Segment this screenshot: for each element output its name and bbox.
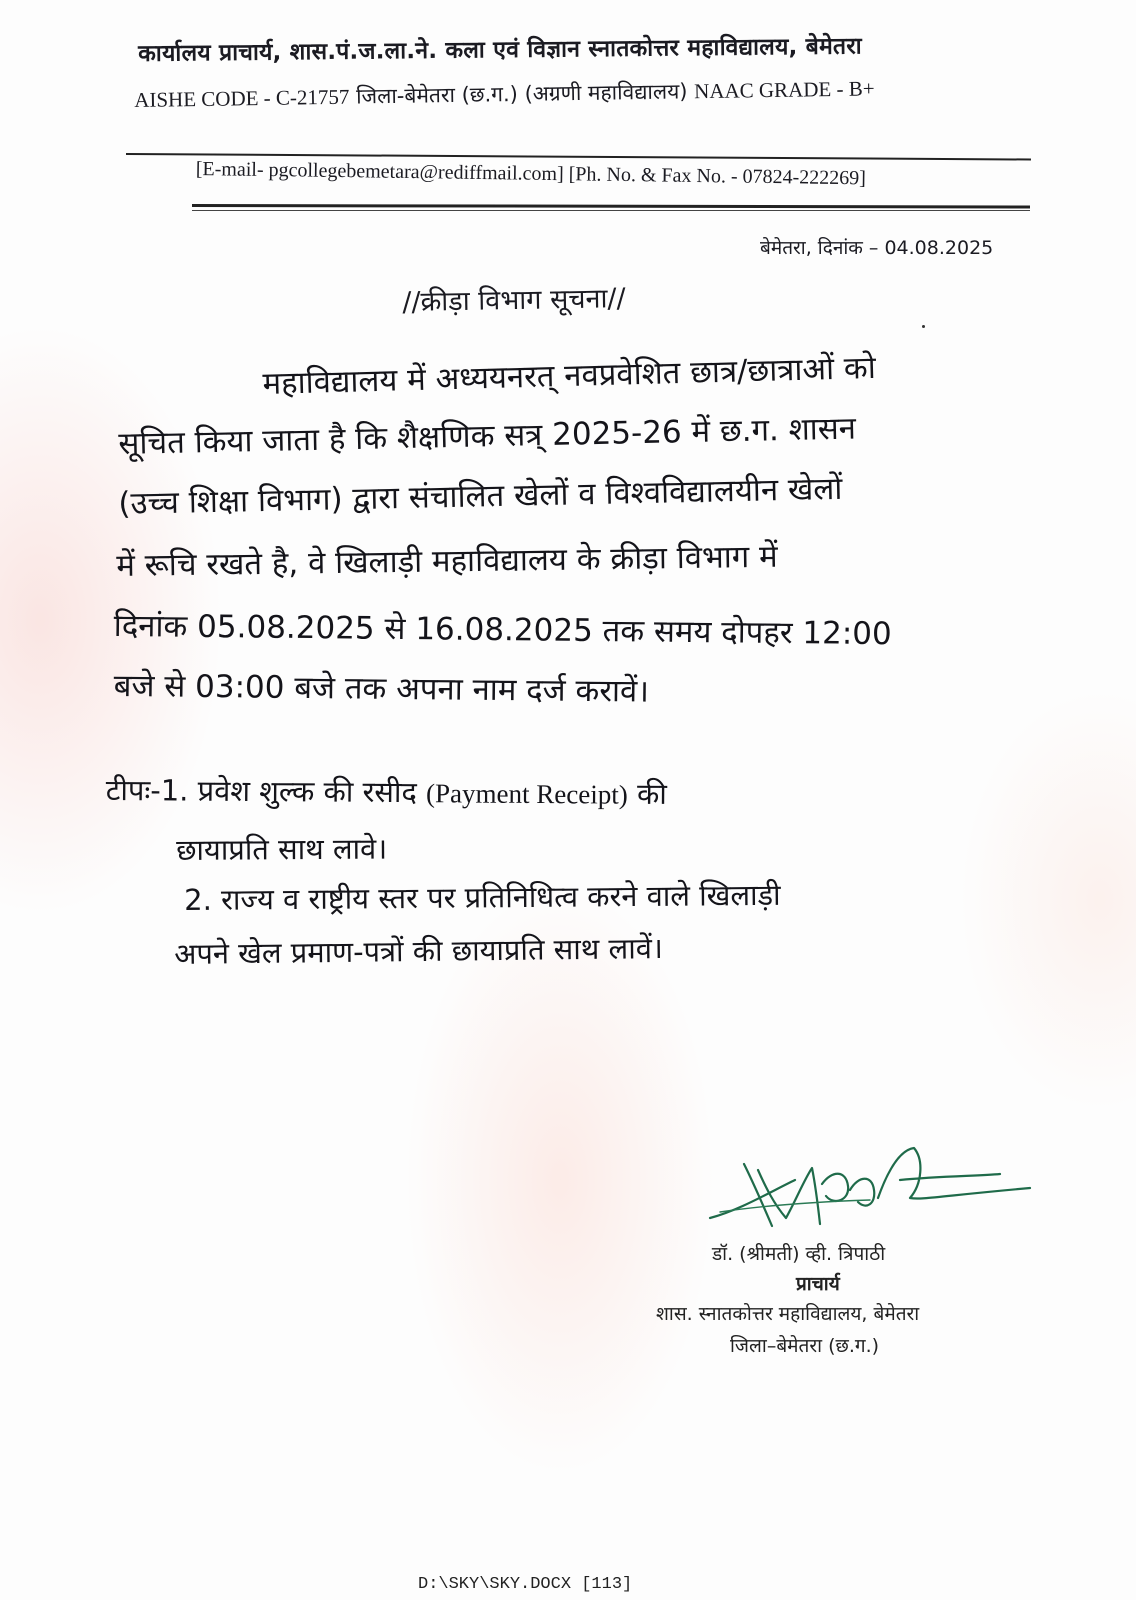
signatory-district: जिला–बेमेतरा (छ.ग.) — [730, 1335, 880, 1357]
header-divider-thin — [192, 210, 1030, 211]
note-2: 2. राज्य व राष्ट्रीय स्तर पर प्रतिनिधित्व करने वाले खिलाड़ी — [184, 877, 781, 917]
lead-college-label: (अग्रणी महाविद्यालय) — [524, 79, 688, 106]
note-1-english: (Payment Receipt) — [426, 778, 628, 810]
naac-grade: NAAC GRADE - B+ — [693, 76, 875, 104]
note-1 — [106, 770, 667, 813]
header-aishe-line — [134, 74, 875, 114]
header-phone: [Ph. No. & Fax No. - 07824-222269] — [568, 163, 867, 190]
aishe-code: AISHE CODE - C-21757 — [134, 84, 350, 112]
note-1-continuation: छायाप्रति साथ लावे। — [176, 831, 388, 867]
signatory-designation: प्राचार्य — [796, 1273, 840, 1295]
notice-date: बेमेतरा, दिनांक – 04.08.2025 — [760, 237, 994, 259]
body-line-5: दिनांक 05.08.2025 से 16.08.2025 तक समय दोपहर 12:00 — [113, 607, 892, 653]
signatory-institution: शास. स्नातकोत्तर महाविद्यालय, बेमेतरा — [656, 1303, 920, 1325]
body-line-1: महाविद्यालय में अध्ययनरत् नवप्रवेशित छात्र/छात्राओं को — [262, 349, 877, 402]
note-1-suffix: की — [636, 776, 667, 811]
handwritten-signature — [700, 1140, 1040, 1240]
footer-file-path: D:\SKY\SKY.DOCX [113] — [418, 1575, 633, 1594]
body-line-2: सूचित किया जाता है कि शैक्षणिक सत्र् 2025-26 में छ.ग. शासन — [118, 410, 857, 462]
signatory-name: डॉ. (श्रीमती) व्ही. त्रिपाठी — [712, 1243, 886, 1265]
notice-title: //क्रीड़ा विभाग सूचना// — [402, 283, 626, 318]
header-divider-thick — [192, 204, 1030, 208]
body-line-3: (उच्च शिक्षा विभाग) द्वारा संचालित खेलों व विश्वविद्यालयीन खेलों — [118, 470, 843, 522]
note-1-prefix: टीपः-1. प्रवेश शुल्क की रसीद — [105, 772, 418, 810]
body-line-6: बजे से 03:00 बजे तक अपना नाम दर्ज करावें। — [113, 667, 650, 710]
ink-dot — [922, 325, 925, 328]
header-district: जिला-बेमेतरा (छ.ग.) — [355, 81, 519, 109]
office-header-line: कार्यालय प्राचार्य, शास.पं.ज.ला.ने. कला एवं विज्ञान स्नातकोत्तर महाविद्यालय, बेमेतरा — [138, 33, 862, 67]
header-email: [E-mail- pgcollegebemetara@rediffmail.com] — [195, 158, 564, 186]
header-contact-line — [196, 158, 866, 190]
note-2-continuation: अपने खेल प्रमाण-पत्रों की छायाप्रति साथ लावें। — [174, 931, 664, 971]
body-line-4: में रूचि रखते है, वे खिलाड़ी महाविद्यालय के क्रीड़ा विभाग में — [116, 538, 778, 584]
